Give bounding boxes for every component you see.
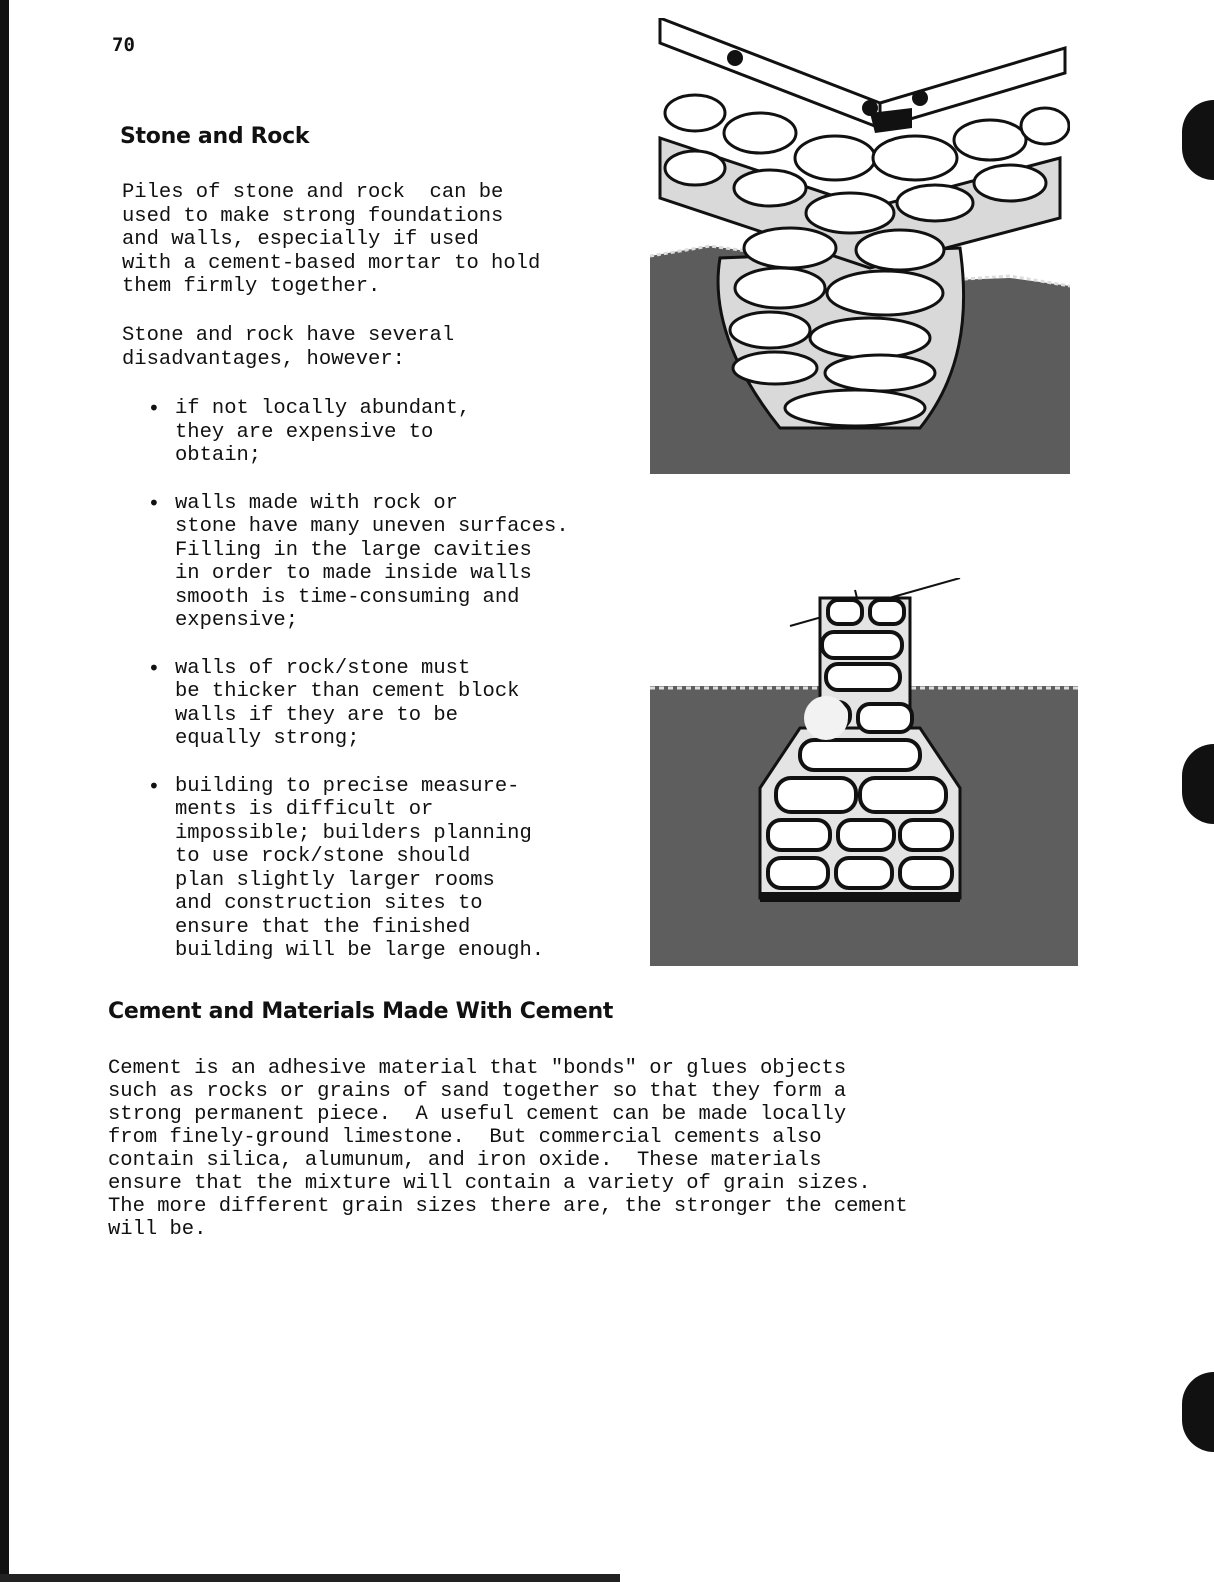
scan-binding-edge (0, 0, 9, 1582)
section-heading-cement: Cement and Materials Made With Cement (108, 999, 614, 1024)
binder-hole (1182, 1372, 1214, 1452)
section-heading-stone-rock: Stone and Rock (120, 124, 310, 149)
list-item: • building to precise measure- ments is difficult or impossible; builders planning to use rock/stone should plan slightly larger rooms and construction sites to ensure that the finished building will be large enough. (148, 775, 569, 963)
scan-bottom-edge (0, 1574, 620, 1582)
stone-wall-corner-illustration (650, 18, 1070, 474)
binder-hole (1182, 744, 1214, 824)
paragraph-stone-intro: Piles of stone and rock can be used to make strong foundations and walls, especially if used with a cement-based mortar to hold them firmly together. (122, 181, 541, 298)
stone-foundation-cross-section-illustration (650, 578, 1080, 966)
list-item: • walls made with rock or stone have many uneven surfaces. Filling in the large cavities in order to made inside walls smooth is time-consuming and expensive; (148, 492, 569, 633)
paragraph-cement: Cement is an adhesive material that "bonds" or glues objects such as rocks or grains of sand together so that they form a strong permanent piece. A useful cement can be made locally from finely-ground limestone. But commercial cements also contain silica, alumunum, and iron oxide. These materials ensure that the mixture will contain a variety of grain sizes. The more different grain sizes there are, the stronger the cement will be. (108, 1057, 908, 1241)
list-item: • walls of rock/stone must be thicker than cement block walls if they are to be equally strong; (148, 657, 569, 751)
binder-hole (1182, 100, 1214, 180)
list-item: • if not locally abundant, they are expensive to obtain; (148, 397, 569, 468)
page-number: 70 (112, 34, 135, 56)
paragraph-disadvantages: Stone and rock have several disadvantages, however: (122, 324, 455, 371)
disadvantages-list (148, 397, 569, 963)
